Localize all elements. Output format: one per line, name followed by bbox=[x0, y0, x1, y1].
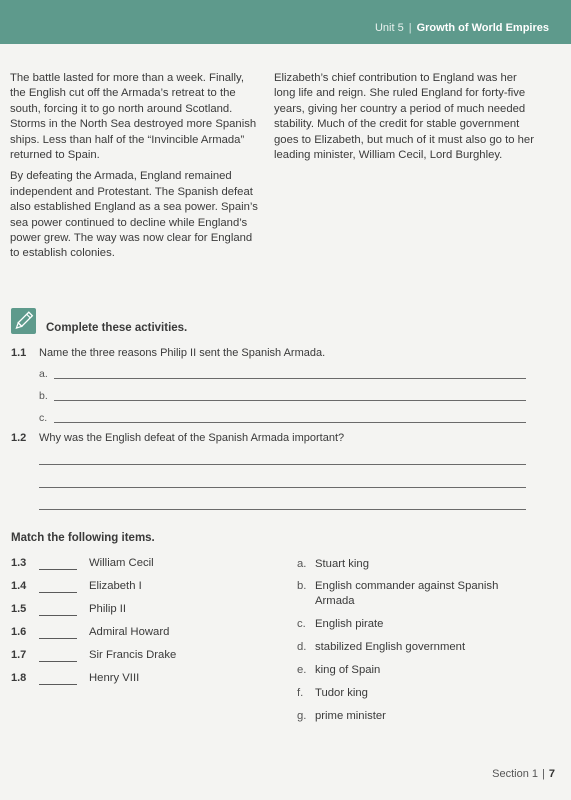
answer-line[interactable] bbox=[39, 487, 526, 488]
item-name: William Cecil bbox=[89, 557, 154, 569]
answer-line-c[interactable] bbox=[54, 422, 526, 423]
option-letter: d. bbox=[297, 641, 307, 653]
answer-blank[interactable] bbox=[39, 684, 77, 685]
option-text: English commander against Spanish Armada bbox=[315, 580, 499, 607]
item-number: 1.4 bbox=[11, 580, 27, 592]
answer-line[interactable] bbox=[39, 509, 526, 510]
item-number: 1.8 bbox=[11, 672, 27, 684]
question-number: 1.2 bbox=[11, 432, 27, 444]
item-number: 1.5 bbox=[11, 603, 27, 615]
unit-title: Growth of World Empires bbox=[416, 22, 549, 34]
answer-blank[interactable] bbox=[39, 592, 77, 593]
item-name: Admiral Howard bbox=[89, 626, 170, 638]
question-text: Why was the English defeat of the Spanish Armada important? bbox=[39, 432, 345, 444]
match-option bbox=[297, 617, 517, 633]
match-option bbox=[297, 709, 517, 725]
item-name: Elizabeth I bbox=[89, 580, 142, 592]
match-option bbox=[297, 663, 517, 679]
item-name: Henry VIII bbox=[89, 672, 140, 684]
match-option bbox=[297, 686, 517, 702]
page-footer bbox=[492, 768, 555, 780]
match-option bbox=[297, 557, 517, 573]
answer-label-a: a. bbox=[39, 368, 48, 380]
option-text: English pirate bbox=[315, 618, 384, 630]
answer-label-b: b. bbox=[39, 390, 48, 402]
answer-blank[interactable] bbox=[39, 569, 77, 570]
answer-blank[interactable] bbox=[39, 661, 77, 662]
item-number: 1.7 bbox=[11, 649, 27, 661]
option-text: prime minister bbox=[315, 710, 386, 722]
item-number: 1.6 bbox=[11, 626, 27, 638]
match-option bbox=[297, 640, 517, 656]
answer-line-a[interactable] bbox=[54, 378, 526, 379]
item-number: 1.3 bbox=[11, 557, 27, 569]
matching-heading: Match the following items. bbox=[11, 532, 155, 544]
answer-line[interactable] bbox=[39, 464, 526, 465]
match-option bbox=[297, 579, 517, 611]
activity-heading: Complete these activities. bbox=[46, 322, 188, 334]
paragraph: Elizabeth’s chief contribution to England was her long life and reign. She ruled England for forty-five years, giving her country a period of much needed stability. Much of the credit for stable government goes to Elizabeth, but much of it must also go to her leading minister, William Cecil, Lord Burghley. bbox=[274, 72, 534, 162]
option-letter: f. bbox=[297, 687, 304, 699]
option-text: stabilized English government bbox=[315, 641, 466, 653]
option-text: Stuart king bbox=[315, 558, 370, 570]
left-column bbox=[10, 71, 262, 268]
option-letter: e. bbox=[297, 664, 307, 676]
header-separator: | bbox=[408, 22, 412, 34]
option-letter: a. bbox=[297, 558, 307, 570]
paragraph: The battle lasted for more than a week. Finally, the English cut off the Armada’s retreat to the south, forcing it to go north around Scotland. Storms in the North Sea destroyed more Spanish ships. Less than half of the “Invincible Armada” returned to Spain. bbox=[10, 72, 257, 162]
item-name: Philip II bbox=[89, 603, 127, 615]
footer-separator: | bbox=[542, 768, 545, 780]
unit-label: Unit 5 bbox=[374, 22, 404, 34]
question-number: 1.1 bbox=[11, 347, 27, 359]
option-text: Tudor king bbox=[315, 687, 368, 699]
option-text: king of Spain bbox=[315, 664, 381, 676]
pencil-icon bbox=[11, 308, 36, 334]
item-name: Sir Francis Drake bbox=[89, 649, 177, 661]
option-letter: c. bbox=[297, 618, 306, 630]
paragraph: By defeating the Armada, England remained independent and Protestant. The Spanish defeat also established England as a sea power. Spain’s sea power continued to decline while England’s power grew. The way was now clear for England to establish colonies. bbox=[10, 170, 258, 260]
option-letter: g. bbox=[297, 710, 307, 722]
page-number: 7 bbox=[548, 768, 555, 780]
section-label: Section 1 bbox=[492, 768, 539, 780]
right-column bbox=[274, 71, 536, 169]
answer-line-b[interactable] bbox=[54, 400, 526, 401]
header-bar bbox=[0, 0, 571, 44]
option-letter: b. bbox=[297, 580, 307, 592]
answer-blank[interactable] bbox=[39, 638, 77, 639]
answer-blank[interactable] bbox=[39, 615, 77, 616]
question-text: Name the three reasons Philip II sent the Spanish Armada. bbox=[39, 347, 326, 359]
header-text bbox=[375, 22, 549, 34]
answer-label-c: c. bbox=[39, 412, 48, 424]
